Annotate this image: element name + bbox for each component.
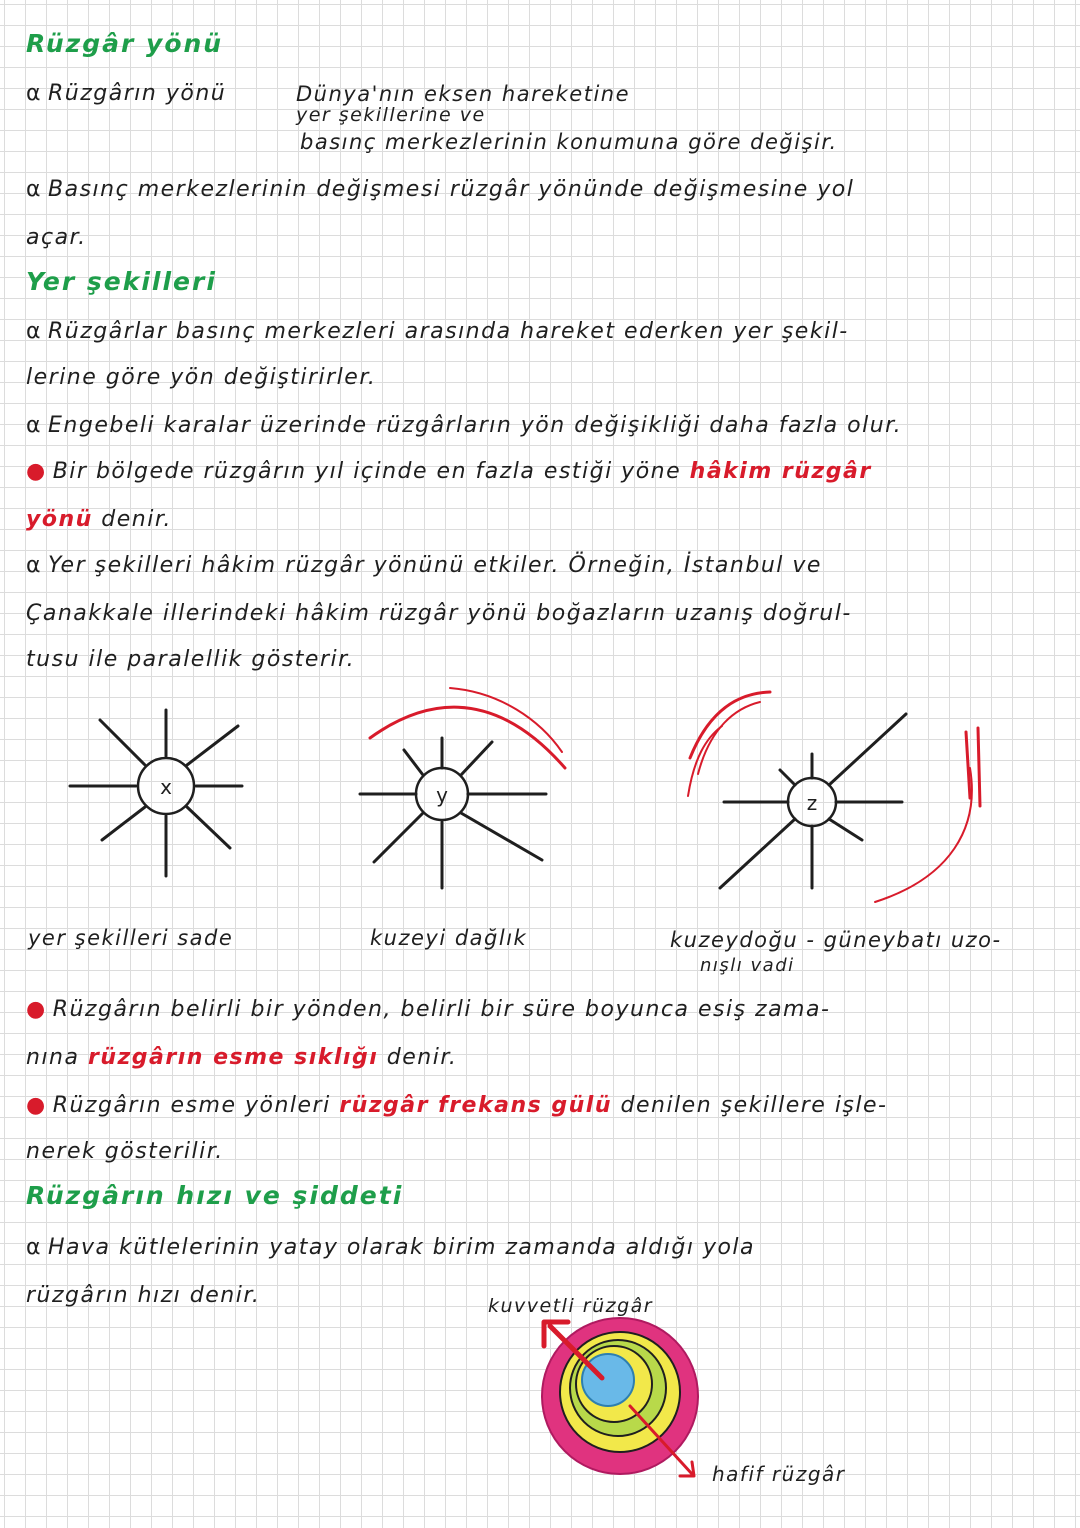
term-prevailing-wind: hâkim rüzgâr	[689, 459, 872, 484]
note-line-6a	[26, 552, 822, 580]
note-line-9a	[26, 1234, 755, 1262]
note-line-1-right-c: basınç merkezlerinin konumuna göre değişir.	[300, 130, 838, 154]
note-line-6b: Çanakkale illerindeki hâkim rüzgâr yönü boğazların uzanış doğrul-	[26, 601, 852, 626]
alpha-bullet-icon: α	[26, 81, 43, 106]
note-text: Engebeli karalar üzerinde rüzgârların yön değişikliği daha fazla olur.	[48, 413, 903, 438]
caption-rose-x: yer şekilleri sade	[28, 926, 234, 950]
note-line-5a	[26, 458, 872, 486]
note-line-6c: tusu ile paralellik gösterir.	[26, 647, 356, 672]
rose-label: y	[436, 783, 448, 807]
note-text: Bir bölgede rüzgârın yıl içinde en fazla estiği yöne	[52, 459, 682, 484]
note-text: denir.	[386, 1045, 458, 1070]
note-line-3a	[26, 318, 849, 346]
note-line-9b: rüzgârın hızı denir.	[26, 1283, 261, 1308]
caption-rose-z-a: kuzeydoğu - güneybatı uzo-	[670, 928, 1002, 952]
note-text: nına	[26, 1045, 80, 1070]
note-text: Rüzgârın yönü	[48, 81, 227, 106]
note-text: denir.	[101, 507, 172, 532]
term-wind-rose: rüzgâr frekans gülü	[339, 1093, 612, 1118]
wind-rose-z	[680, 688, 1000, 918]
note-line-4	[26, 412, 902, 440]
note-line-2b: açar.	[26, 225, 87, 250]
note-line-7a	[26, 996, 830, 1024]
note-text: Rüzgârın esme yönleri	[52, 1093, 331, 1118]
section-title-wind-speed: Rüzgârın hızı ve şiddeti	[26, 1181, 404, 1210]
note-line-7b	[26, 1044, 457, 1072]
note-line-8a	[26, 1092, 887, 1120]
caption-rose-y: kuzeyi dağlık	[370, 926, 528, 950]
note-line-2a	[26, 176, 854, 204]
note-line-1-right-a: Dünya'nın eksen hareketine	[296, 82, 631, 106]
alpha-bullet-icon: α	[26, 1235, 43, 1260]
section-title-landforms: Yer şekilleri	[26, 267, 217, 296]
term-wind-frequency: rüzgârın esme sıklığı	[87, 1045, 379, 1070]
label-light-wind: hafif rüzgâr	[712, 1462, 846, 1486]
alpha-bullet-icon: α	[26, 177, 43, 202]
note-line-8b: nerek gösterilir.	[26, 1139, 224, 1164]
alpha-bullet-icon: α	[26, 553, 43, 578]
note-line-5b	[26, 506, 172, 534]
alpha-bullet-icon: α	[26, 413, 43, 438]
rose-label: x	[160, 775, 172, 799]
wind-rose-y	[350, 680, 580, 910]
note-line-3b: lerine göre yön değiştirirler.	[26, 365, 377, 390]
rose-label: z	[806, 791, 818, 815]
note-text: Rüzgârlar basınç merkezleri arasında hareket ederken yer şekil-	[48, 319, 849, 344]
note-line-1-right-b: yer şekillerine ve	[296, 104, 486, 126]
section-title-wind-direction: Rüzgâr yönü	[26, 29, 224, 58]
note-text: Hava kütlelerinin yatay olarak birim zamanda aldığı yola	[48, 1235, 756, 1260]
note-line-1-left	[26, 80, 226, 108]
wind-rose-x	[60, 700, 260, 890]
red-bullet-icon: ●	[26, 997, 47, 1022]
note-text: Rüzgârın belirli bir yönden, belirli bir süre boyunca esiş zama-	[52, 997, 831, 1022]
note-text: Yer şekilleri hâkim rüzgâr yönünü etkiler. Örneğin, İstanbul ve	[48, 553, 822, 578]
note-text: Basınç merkezlerinin değişmesi rüzgâr yönünde değişmesine yol	[48, 177, 855, 202]
term-prevailing-wind-direction: yönü	[26, 507, 93, 532]
note-text: denilen şekillere işle-	[620, 1093, 888, 1118]
red-bullet-icon: ●	[26, 1093, 47, 1118]
caption-rose-z-b: nışlı vadi	[700, 955, 795, 976]
wind-speed-diagram	[530, 1316, 830, 1516]
alpha-bullet-icon: α	[26, 319, 43, 344]
label-strong-wind: kuvvetli rüzgâr	[488, 1295, 654, 1317]
red-bullet-icon: ●	[26, 459, 47, 484]
